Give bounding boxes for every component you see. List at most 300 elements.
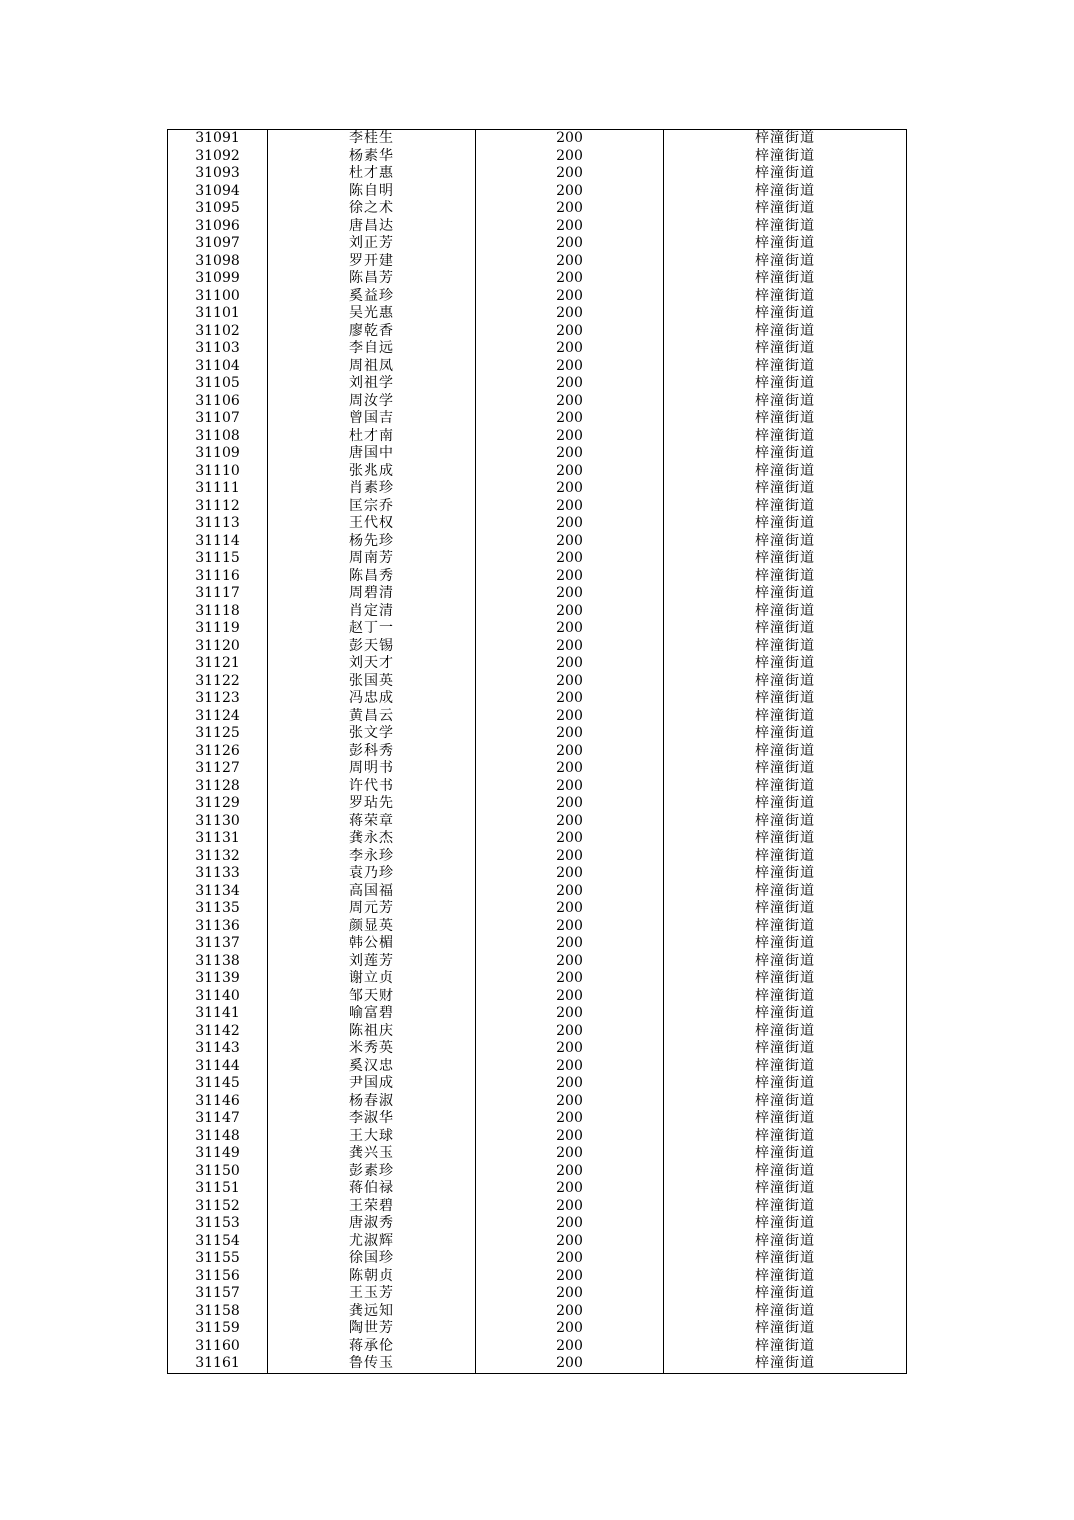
cell-person-name: 陈自明 (268, 183, 476, 201)
cell-amount: 200 (476, 970, 664, 988)
table-row (168, 603, 907, 621)
cell-street: 梓潼街道 (664, 1023, 907, 1041)
cell-person-name: 奚汉忠 (268, 1058, 476, 1076)
cell-serial-number: 31156 (168, 1268, 268, 1286)
table-row (168, 1023, 907, 1041)
cell-amount: 200 (476, 1320, 664, 1338)
table-row (168, 1338, 907, 1356)
cell-street: 梓潼街道 (664, 428, 907, 446)
cell-amount: 200 (476, 1145, 664, 1163)
table-row (168, 655, 907, 673)
cell-amount: 200 (476, 1110, 664, 1128)
cell-person-name: 肖定清 (268, 603, 476, 621)
cell-person-name: 曾国吉 (268, 410, 476, 428)
cell-serial-number: 31108 (168, 428, 268, 446)
cell-serial-number: 31098 (168, 253, 268, 271)
table-row (168, 1163, 907, 1181)
table-row (168, 200, 907, 218)
table-row (168, 1303, 907, 1321)
cell-person-name: 彭天锡 (268, 638, 476, 656)
cell-amount: 200 (476, 1268, 664, 1286)
cell-amount: 200 (476, 1040, 664, 1058)
cell-person-name: 李自远 (268, 340, 476, 358)
cell-amount: 200 (476, 953, 664, 971)
cell-street: 梓潼街道 (664, 393, 907, 411)
table-row (168, 1110, 907, 1128)
cell-amount: 200 (476, 323, 664, 341)
cell-amount: 200 (476, 1355, 664, 1373)
cell-amount: 200 (476, 708, 664, 726)
cell-serial-number: 31160 (168, 1338, 268, 1356)
cell-serial-number: 31148 (168, 1128, 268, 1146)
cell-street: 梓潼街道 (664, 445, 907, 463)
cell-person-name: 龚永杰 (268, 830, 476, 848)
cell-serial-number: 31134 (168, 883, 268, 901)
cell-serial-number: 31128 (168, 778, 268, 796)
cell-person-name: 周南芳 (268, 550, 476, 568)
table-row (168, 883, 907, 901)
cell-serial-number: 31135 (168, 900, 268, 918)
cell-person-name: 杜才南 (268, 428, 476, 446)
table-row (168, 533, 907, 551)
cell-serial-number: 31136 (168, 918, 268, 936)
cell-amount: 200 (476, 393, 664, 411)
cell-street: 梓潼街道 (664, 550, 907, 568)
cell-street: 梓潼街道 (664, 585, 907, 603)
cell-serial-number: 31143 (168, 1040, 268, 1058)
cell-person-name: 陶世芳 (268, 1320, 476, 1338)
cell-serial-number: 31119 (168, 620, 268, 638)
cell-person-name: 高国福 (268, 883, 476, 901)
cell-person-name: 蒋伯禄 (268, 1180, 476, 1198)
table-row (168, 673, 907, 691)
table-row (168, 970, 907, 988)
table-row (168, 690, 907, 708)
cell-amount: 200 (476, 183, 664, 201)
table-row (168, 813, 907, 831)
cell-serial-number: 31106 (168, 393, 268, 411)
table-row (168, 1040, 907, 1058)
cell-person-name: 唐昌达 (268, 218, 476, 236)
cell-serial-number: 31147 (168, 1110, 268, 1128)
cell-amount: 200 (476, 743, 664, 761)
table-row (168, 988, 907, 1006)
table-row (168, 165, 907, 183)
cell-street: 梓潼街道 (664, 865, 907, 883)
cell-person-name: 陈昌芳 (268, 270, 476, 288)
cell-street: 梓潼街道 (664, 568, 907, 586)
cell-amount: 200 (476, 463, 664, 481)
cell-street: 梓潼街道 (664, 883, 907, 901)
cell-street: 梓潼街道 (664, 1075, 907, 1093)
cell-serial-number: 31099 (168, 270, 268, 288)
cell-serial-number: 31097 (168, 235, 268, 253)
cell-amount: 200 (476, 1198, 664, 1216)
cell-amount: 200 (476, 830, 664, 848)
cell-street: 梓潼街道 (664, 848, 907, 866)
table-row (168, 708, 907, 726)
cell-person-name: 周元芳 (268, 900, 476, 918)
cell-serial-number: 31149 (168, 1145, 268, 1163)
cell-amount: 200 (476, 778, 664, 796)
table-row (168, 305, 907, 323)
cell-serial-number: 31146 (168, 1093, 268, 1111)
cell-serial-number: 31113 (168, 515, 268, 533)
cell-serial-number: 31157 (168, 1285, 268, 1303)
cell-person-name: 冯忠成 (268, 690, 476, 708)
cell-serial-number: 31094 (168, 183, 268, 201)
cell-serial-number: 31105 (168, 375, 268, 393)
cell-street: 梓潼街道 (664, 1215, 907, 1233)
roster-table (167, 129, 907, 1374)
cell-street: 梓潼街道 (664, 148, 907, 166)
table-row (168, 1075, 907, 1093)
table-row (168, 1215, 907, 1233)
cell-amount: 200 (476, 673, 664, 691)
cell-person-name: 谢立贞 (268, 970, 476, 988)
table-row (168, 1093, 907, 1111)
table-row (168, 953, 907, 971)
cell-serial-number: 31145 (168, 1075, 268, 1093)
table-row (168, 760, 907, 778)
cell-amount: 200 (476, 428, 664, 446)
table-row (168, 148, 907, 166)
cell-person-name: 徐之术 (268, 200, 476, 218)
cell-serial-number: 31141 (168, 1005, 268, 1023)
roster-table-body (168, 130, 907, 1374)
cell-person-name: 蒋承伦 (268, 1338, 476, 1356)
cell-person-name: 邹天财 (268, 988, 476, 1006)
cell-person-name: 周碧清 (268, 585, 476, 603)
cell-serial-number: 31151 (168, 1180, 268, 1198)
cell-person-name: 韩公楣 (268, 935, 476, 953)
cell-person-name: 杨春淑 (268, 1093, 476, 1111)
cell-street: 梓潼街道 (664, 690, 907, 708)
cell-street: 梓潼街道 (664, 130, 907, 148)
cell-amount: 200 (476, 865, 664, 883)
table-row (168, 865, 907, 883)
cell-serial-number: 31131 (168, 830, 268, 848)
cell-person-name: 李淑华 (268, 1110, 476, 1128)
cell-serial-number: 31100 (168, 288, 268, 306)
table-row (168, 725, 907, 743)
cell-person-name: 罗玷先 (268, 795, 476, 813)
cell-person-name: 颜显英 (268, 918, 476, 936)
cell-amount: 200 (476, 1215, 664, 1233)
cell-person-name: 米秀英 (268, 1040, 476, 1058)
cell-serial-number: 31103 (168, 340, 268, 358)
cell-street: 梓潼街道 (664, 1163, 907, 1181)
cell-serial-number: 31142 (168, 1023, 268, 1041)
table-row (168, 638, 907, 656)
cell-street: 梓潼街道 (664, 253, 907, 271)
cell-street: 梓潼街道 (664, 673, 907, 691)
cell-serial-number: 31117 (168, 585, 268, 603)
table-row (168, 585, 907, 603)
table-row (168, 935, 907, 953)
cell-street: 梓潼街道 (664, 743, 907, 761)
cell-serial-number: 31102 (168, 323, 268, 341)
cell-person-name: 刘正芳 (268, 235, 476, 253)
cell-person-name: 陈祖庆 (268, 1023, 476, 1041)
cell-person-name: 李永珍 (268, 848, 476, 866)
cell-street: 梓潼街道 (664, 375, 907, 393)
cell-street: 梓潼街道 (664, 183, 907, 201)
cell-serial-number: 31118 (168, 603, 268, 621)
cell-street: 梓潼街道 (664, 498, 907, 516)
cell-street: 梓潼街道 (664, 288, 907, 306)
cell-street: 梓潼街道 (664, 778, 907, 796)
cell-street: 梓潼街道 (664, 1285, 907, 1303)
table-row (168, 393, 907, 411)
table-row (168, 1355, 907, 1373)
cell-amount: 200 (476, 620, 664, 638)
cell-street: 梓潼街道 (664, 323, 907, 341)
table-row (168, 1145, 907, 1163)
table-row (168, 463, 907, 481)
cell-street: 梓潼街道 (664, 1250, 907, 1268)
cell-amount: 200 (476, 918, 664, 936)
cell-street: 梓潼街道 (664, 988, 907, 1006)
cell-street: 梓潼街道 (664, 1338, 907, 1356)
cell-street: 梓潼街道 (664, 533, 907, 551)
cell-amount: 200 (476, 1250, 664, 1268)
cell-street: 梓潼街道 (664, 725, 907, 743)
cell-amount: 200 (476, 603, 664, 621)
table-row (168, 1198, 907, 1216)
cell-amount: 200 (476, 375, 664, 393)
cell-street: 梓潼街道 (664, 1093, 907, 1111)
cell-street: 梓潼街道 (664, 463, 907, 481)
cell-amount: 200 (476, 848, 664, 866)
cell-amount: 200 (476, 410, 664, 428)
cell-serial-number: 31093 (168, 165, 268, 183)
table-row (168, 620, 907, 638)
table-row (168, 918, 907, 936)
cell-serial-number: 31096 (168, 218, 268, 236)
cell-amount: 200 (476, 288, 664, 306)
cell-amount: 200 (476, 1180, 664, 1198)
cell-street: 梓潼街道 (664, 813, 907, 831)
cell-serial-number: 31144 (168, 1058, 268, 1076)
cell-amount: 200 (476, 130, 664, 148)
table-row (168, 323, 907, 341)
cell-amount: 200 (476, 585, 664, 603)
cell-person-name: 王荣碧 (268, 1198, 476, 1216)
cell-serial-number: 31161 (168, 1355, 268, 1373)
cell-amount: 200 (476, 655, 664, 673)
cell-street: 梓潼街道 (664, 935, 907, 953)
cell-amount: 200 (476, 270, 664, 288)
table-row (168, 778, 907, 796)
cell-amount: 200 (476, 305, 664, 323)
table-row (168, 288, 907, 306)
cell-amount: 200 (476, 148, 664, 166)
cell-person-name: 彭素珍 (268, 1163, 476, 1181)
cell-serial-number: 31127 (168, 760, 268, 778)
cell-person-name: 唐国中 (268, 445, 476, 463)
table-row (168, 253, 907, 271)
cell-street: 梓潼街道 (664, 270, 907, 288)
cell-street: 梓潼街道 (664, 1198, 907, 1216)
cell-serial-number: 31115 (168, 550, 268, 568)
cell-amount: 200 (476, 480, 664, 498)
cell-amount: 200 (476, 358, 664, 376)
table-row (168, 1268, 907, 1286)
table-row (168, 428, 907, 446)
cell-person-name: 肖素珍 (268, 480, 476, 498)
cell-amount: 200 (476, 200, 664, 218)
cell-amount: 200 (476, 760, 664, 778)
cell-person-name: 杨素华 (268, 148, 476, 166)
cell-serial-number: 31158 (168, 1303, 268, 1321)
cell-street: 梓潼街道 (664, 1128, 907, 1146)
cell-street: 梓潼街道 (664, 235, 907, 253)
cell-person-name: 周明书 (268, 760, 476, 778)
table-row (168, 795, 907, 813)
cell-serial-number: 31095 (168, 200, 268, 218)
cell-amount: 200 (476, 883, 664, 901)
cell-serial-number: 31092 (168, 148, 268, 166)
cell-amount: 200 (476, 165, 664, 183)
cell-serial-number: 31152 (168, 1198, 268, 1216)
cell-amount: 200 (476, 1005, 664, 1023)
cell-street: 梓潼街道 (664, 1110, 907, 1128)
cell-amount: 200 (476, 935, 664, 953)
cell-person-name: 彭科秀 (268, 743, 476, 761)
cell-person-name: 陈朝贞 (268, 1268, 476, 1286)
cell-amount: 200 (476, 515, 664, 533)
cell-amount: 200 (476, 1128, 664, 1146)
cell-amount: 200 (476, 1233, 664, 1251)
cell-serial-number: 31101 (168, 305, 268, 323)
cell-street: 梓潼街道 (664, 708, 907, 726)
cell-serial-number: 31122 (168, 673, 268, 691)
table-row (168, 183, 907, 201)
cell-serial-number: 31138 (168, 953, 268, 971)
cell-amount: 200 (476, 445, 664, 463)
cell-person-name: 周汝学 (268, 393, 476, 411)
cell-person-name: 龚兴玉 (268, 1145, 476, 1163)
cell-amount: 200 (476, 1093, 664, 1111)
cell-amount: 200 (476, 340, 664, 358)
cell-amount: 200 (476, 1163, 664, 1181)
cell-serial-number: 31111 (168, 480, 268, 498)
cell-serial-number: 31155 (168, 1250, 268, 1268)
cell-serial-number: 31114 (168, 533, 268, 551)
table-row (168, 375, 907, 393)
table-row (168, 445, 907, 463)
table-row (168, 235, 907, 253)
cell-person-name: 王代权 (268, 515, 476, 533)
cell-person-name: 徐国珍 (268, 1250, 476, 1268)
cell-street: 梓潼街道 (664, 638, 907, 656)
cell-amount: 200 (476, 253, 664, 271)
cell-serial-number: 31133 (168, 865, 268, 883)
cell-serial-number: 31107 (168, 410, 268, 428)
cell-person-name: 匡宗乔 (268, 498, 476, 516)
table-row (168, 1128, 907, 1146)
cell-serial-number: 31109 (168, 445, 268, 463)
cell-serial-number: 31121 (168, 655, 268, 673)
cell-serial-number: 31140 (168, 988, 268, 1006)
cell-street: 梓潼街道 (664, 1268, 907, 1286)
cell-amount: 200 (476, 725, 664, 743)
cell-person-name: 李桂生 (268, 130, 476, 148)
cell-amount: 200 (476, 1023, 664, 1041)
cell-street: 梓潼街道 (664, 200, 907, 218)
cell-amount: 200 (476, 900, 664, 918)
table-row (168, 1233, 907, 1251)
cell-amount: 200 (476, 1303, 664, 1321)
cell-street: 梓潼街道 (664, 830, 907, 848)
cell-person-name: 杜才惠 (268, 165, 476, 183)
cell-street: 梓潼街道 (664, 795, 907, 813)
cell-amount: 200 (476, 638, 664, 656)
cell-serial-number: 31116 (168, 568, 268, 586)
table-row (168, 848, 907, 866)
cell-serial-number: 31159 (168, 1320, 268, 1338)
cell-person-name: 杨先珍 (268, 533, 476, 551)
cell-street: 梓潼街道 (664, 1005, 907, 1023)
cell-street: 梓潼街道 (664, 918, 907, 936)
table-row (168, 830, 907, 848)
cell-street: 梓潼街道 (664, 1145, 907, 1163)
table-row (168, 515, 907, 533)
table-row (168, 410, 907, 428)
cell-person-name: 张兆成 (268, 463, 476, 481)
cell-person-name: 唐淑秀 (268, 1215, 476, 1233)
cell-person-name: 王玉芳 (268, 1285, 476, 1303)
cell-person-name: 袁乃珍 (268, 865, 476, 883)
table-row (168, 130, 907, 148)
cell-person-name: 奚益珍 (268, 288, 476, 306)
cell-serial-number: 31124 (168, 708, 268, 726)
table-row (168, 1250, 907, 1268)
cell-amount: 200 (476, 690, 664, 708)
cell-street: 梓潼街道 (664, 1355, 907, 1373)
cell-person-name: 罗开建 (268, 253, 476, 271)
cell-person-name: 龚远知 (268, 1303, 476, 1321)
cell-serial-number: 31091 (168, 130, 268, 148)
cell-person-name: 刘祖学 (268, 375, 476, 393)
cell-street: 梓潼街道 (664, 1180, 907, 1198)
cell-street: 梓潼街道 (664, 970, 907, 988)
cell-street: 梓潼街道 (664, 305, 907, 323)
cell-person-name: 黄昌云 (268, 708, 476, 726)
cell-serial-number: 31120 (168, 638, 268, 656)
cell-amount: 200 (476, 235, 664, 253)
cell-street: 梓潼街道 (664, 218, 907, 236)
cell-street: 梓潼街道 (664, 480, 907, 498)
cell-amount: 200 (476, 533, 664, 551)
cell-street: 梓潼街道 (664, 655, 907, 673)
table-row (168, 743, 907, 761)
cell-person-name: 廖乾香 (268, 323, 476, 341)
cell-serial-number: 31153 (168, 1215, 268, 1233)
table-row (168, 498, 907, 516)
cell-serial-number: 31130 (168, 813, 268, 831)
table-row (168, 340, 907, 358)
cell-serial-number: 31126 (168, 743, 268, 761)
cell-serial-number: 31154 (168, 1233, 268, 1251)
table-row (168, 900, 907, 918)
cell-street: 梓潼街道 (664, 620, 907, 638)
table-row (168, 358, 907, 376)
cell-street: 梓潼街道 (664, 165, 907, 183)
cell-serial-number: 31139 (168, 970, 268, 988)
table-row (168, 1058, 907, 1076)
